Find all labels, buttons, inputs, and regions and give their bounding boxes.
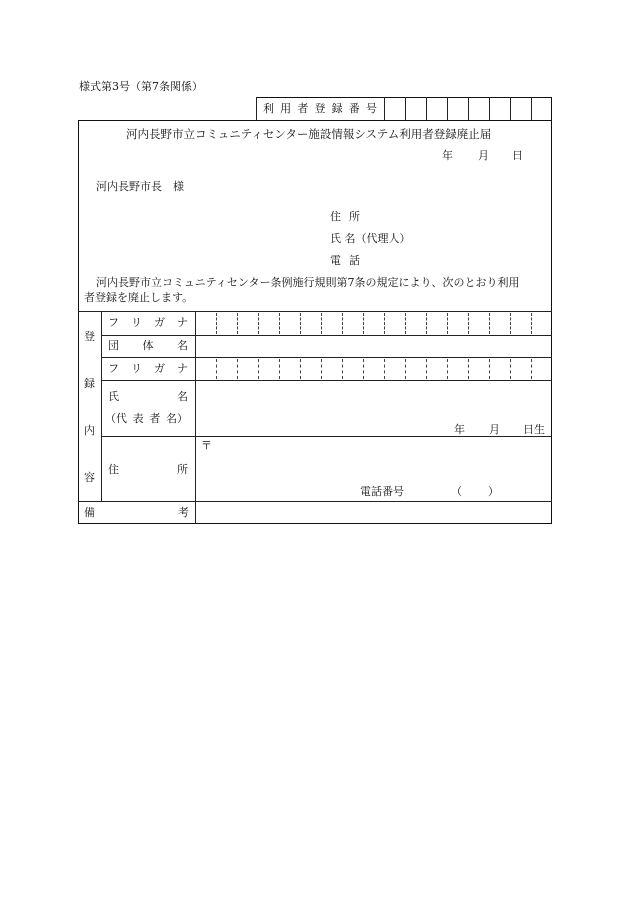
form-number: 様式第3号（第7条関係） — [79, 80, 203, 93]
birth-month: 月 — [489, 423, 500, 436]
group-name-label: 団 体 名 — [108, 339, 188, 352]
furigana-label: フ リ ガ ナ — [108, 362, 188, 375]
address-label: 住 所 — [108, 463, 188, 476]
phone-paren-open: （ — [451, 485, 462, 498]
section-label-char-2: 録 — [84, 377, 95, 390]
phone-number-label: 電話番号 — [360, 485, 404, 498]
addressee: 河内長野市長 様 — [96, 180, 184, 193]
representative-label: （代 表 者 名） — [105, 412, 188, 425]
applicant-phone-label: 電 話 — [330, 254, 360, 267]
postal-mark-icon: 〒 — [201, 439, 212, 452]
person-name-label: 氏 名 — [108, 390, 188, 403]
section-label-char-4: 容 — [84, 471, 95, 484]
applicant-name-label: 氏 名（代理人） — [330, 232, 411, 245]
phone-paren-close: ） — [488, 485, 499, 498]
section-label-char-3: 内 — [84, 424, 95, 437]
date-month: 月 — [478, 149, 489, 162]
date-day: 日 — [512, 149, 523, 162]
remarks-label: 備 考 — [84, 506, 189, 519]
statement-line-1: 河内長野市立コミュニティセンター条例施行規則第7条の規定により、次のとおり利用 — [96, 276, 520, 289]
applicant-address-label: 住 所 — [330, 210, 360, 223]
furigana-label: フ リ ガ ナ — [108, 316, 188, 329]
birth-day: 日生 — [523, 423, 545, 436]
user-number-label: 利 用 者 登 録 番 号 — [263, 102, 377, 115]
section-label-char-1: 登 — [84, 330, 95, 343]
form-title: 河内長野市立コミュニティセンター施設情報システム利用者登録廃止届 — [126, 127, 492, 141]
statement-line-2: 者登録を廃止します。 — [84, 291, 194, 304]
birth-year: 年 — [454, 423, 465, 436]
date-year: 年 — [442, 149, 453, 162]
